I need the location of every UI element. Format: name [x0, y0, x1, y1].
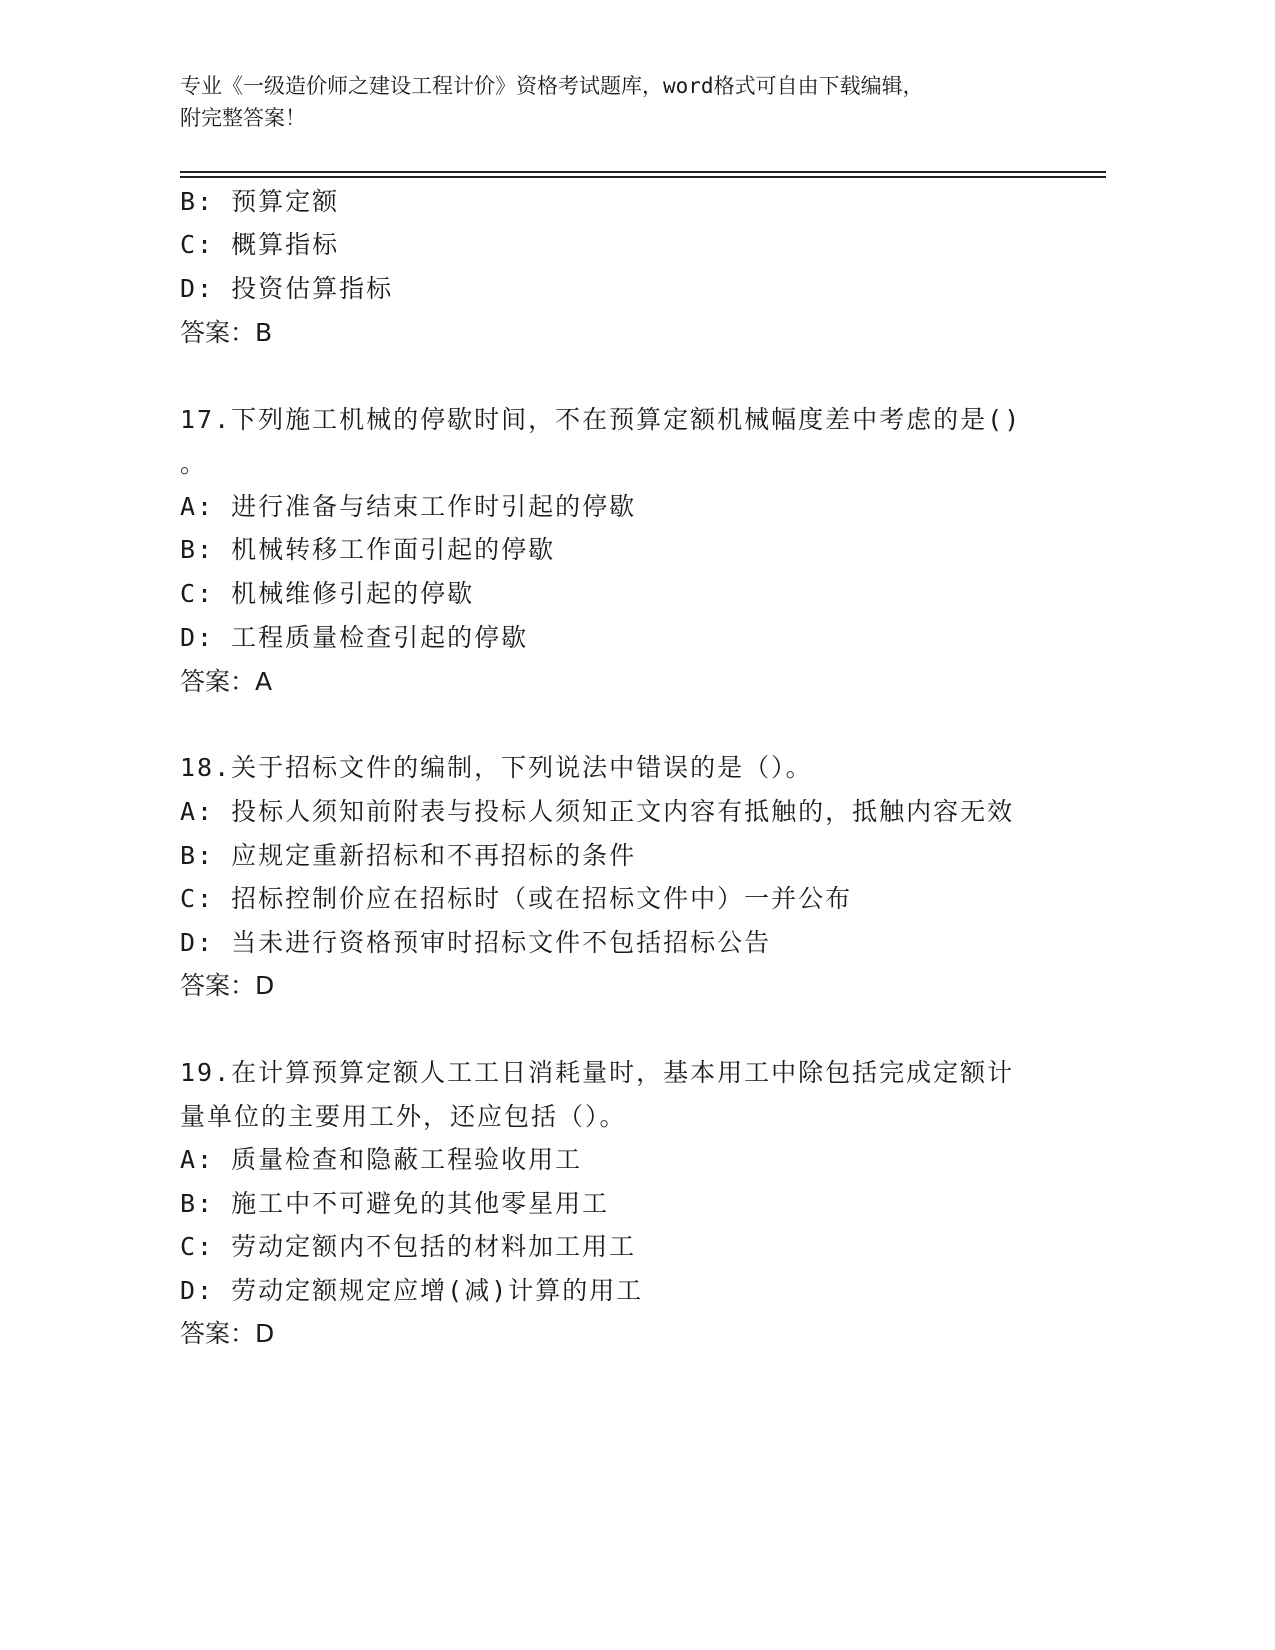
q17-answer: 答案：A [180, 667, 273, 696]
q18-answer: 答案：D [180, 971, 275, 1000]
q19-option-b: B: 施工中不可避免的其他零星用工 [180, 1189, 610, 1218]
q16-option-b: B: 预算定额 [180, 187, 340, 216]
header-divider-bottom [180, 176, 1106, 178]
q18-stem-line-1: 18.关于招标文件的编制，下列说法中错误的是（）。 [180, 753, 813, 782]
q19-option-c: C: 劳动定额内不包括的材料加工用工 [180, 1232, 637, 1261]
header-divider-top [180, 171, 1106, 173]
q16-option-d: D: 投资估算指标 [180, 274, 394, 303]
q19-stem-line-2: 量单位的主要用工外，还应包括（）。 [180, 1102, 627, 1131]
header-line-1: 专业《一级造价师之建设工程计价》资格考试题库，word格式可自由下载编辑， [180, 74, 924, 98]
q18-option-a: A: 投标人须知前附表与投标人须知正文内容有抵触的，抵触内容无效 [180, 797, 1015, 826]
q19-answer: 答案：D [180, 1319, 275, 1348]
header-line-2: 附完整答案！ [180, 106, 306, 130]
q17-option-c: C: 机械维修引起的停歇 [180, 579, 475, 608]
q17-option-b: B: 机械转移工作面引起的停歇 [180, 535, 556, 564]
q18-option-b: B: 应规定重新招标和不再招标的条件 [180, 841, 637, 870]
q17-stem-line-2: 。 [180, 449, 208, 478]
q16-answer: 答案：B [180, 318, 273, 347]
q17-option-d: D: 工程质量检查引起的停歇 [180, 623, 529, 652]
q18-option-c: C: 招标控制价应在招标时（或在招标文件中）一并公布 [180, 884, 853, 913]
q18-option-d: D: 当未进行资格预审时招标文件不包括招标公告 [180, 928, 772, 957]
q16-option-c: C: 概算指标 [180, 230, 340, 259]
q19-option-a: A: 质量检查和隐蔽工程验收用工 [180, 1145, 583, 1174]
q17-option-a: A: 进行准备与结束工作时引起的停歇 [180, 492, 637, 521]
document-header [180, 70, 1040, 134]
q19-stem-line-1: 19.在计算预算定额人工工日消耗量时，基本用工中除包括完成定额计 [180, 1058, 1015, 1087]
q17-stem-line-1: 17.下列施工机械的停歇时间，不在预算定额机械幅度差中考虑的是() [180, 405, 1022, 434]
q19-option-d: D: 劳动定额规定应增(减)计算的用工 [180, 1276, 644, 1305]
